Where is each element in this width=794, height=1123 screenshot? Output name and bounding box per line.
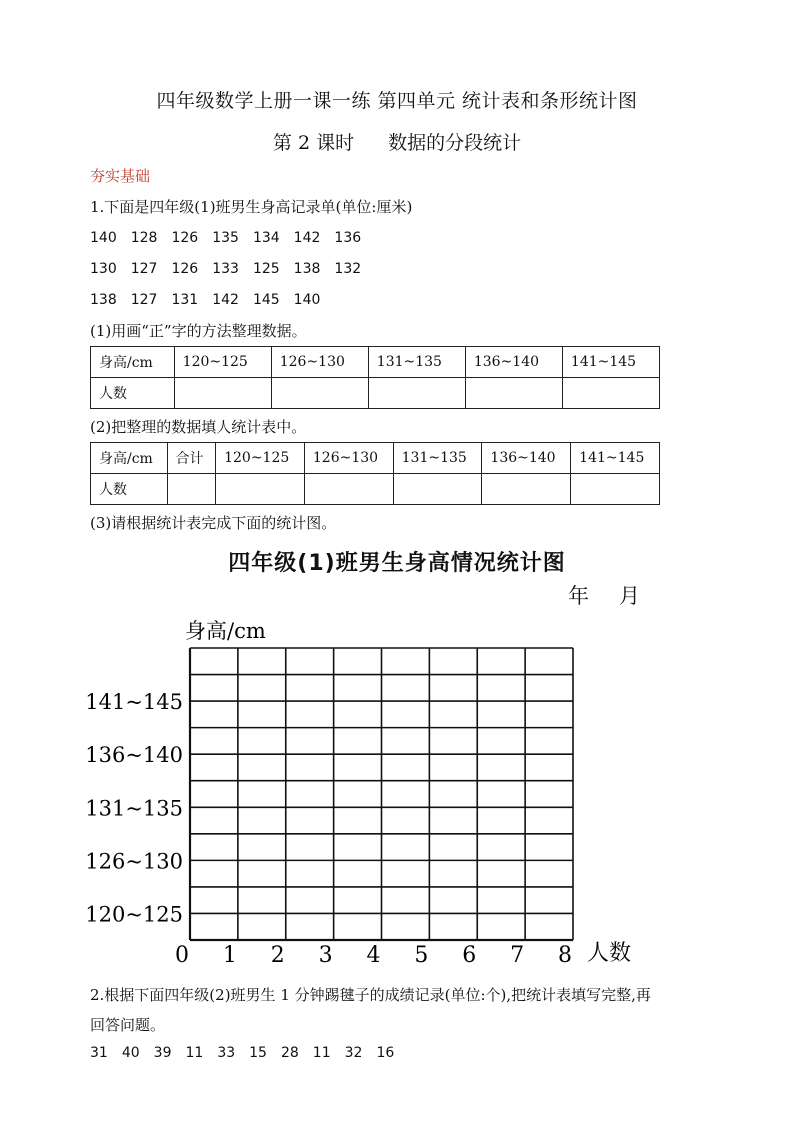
answer-cell[interactable] bbox=[465, 378, 562, 409]
record-value: 40 bbox=[121, 1045, 140, 1061]
record-value: 125 bbox=[252, 261, 280, 277]
record-value: 31 bbox=[90, 1045, 108, 1061]
answer-cell[interactable] bbox=[271, 378, 368, 409]
tally-table bbox=[90, 346, 660, 409]
record-value: 39 bbox=[153, 1045, 172, 1061]
y-axis-label: 身高/cm bbox=[185, 619, 266, 643]
record-value: 11 bbox=[185, 1045, 204, 1061]
answer-cell[interactable] bbox=[368, 378, 465, 409]
height-record-row-1 bbox=[90, 230, 375, 246]
month-label: 月 bbox=[619, 584, 640, 608]
answer-cell[interactable] bbox=[174, 378, 271, 409]
record-value: 126 bbox=[171, 261, 199, 277]
y-tick-label: 120~125 bbox=[85, 902, 183, 927]
table-header-cell: 131~135 bbox=[393, 443, 482, 474]
section-label: 夯实基础 bbox=[90, 167, 151, 185]
x-tick-label: 0 bbox=[175, 943, 189, 968]
kick-score-record bbox=[90, 1045, 408, 1061]
question-2-prompt-line-2: 回答问题。 bbox=[90, 1016, 166, 1034]
y-tick-label: 141~145 bbox=[85, 690, 183, 715]
x-tick-label: 3 bbox=[318, 943, 333, 968]
answer-cell[interactable] bbox=[304, 474, 393, 505]
answer-cell[interactable] bbox=[482, 474, 571, 505]
question-1-part-2: (2)把整理的数据填人统计表中。 bbox=[90, 418, 307, 436]
record-value: 142 bbox=[293, 230, 321, 246]
x-tick-label: 7 bbox=[510, 943, 525, 968]
table-row-label: 人数 bbox=[91, 378, 175, 409]
statistics-table-count-row bbox=[91, 474, 660, 505]
record-value: 15 bbox=[249, 1045, 267, 1061]
table-header-cell: 136~140 bbox=[482, 443, 571, 474]
table-row-label: 人数 bbox=[91, 474, 168, 505]
record-value: 145 bbox=[252, 292, 280, 308]
record-value: 134 bbox=[252, 230, 280, 246]
table-header-cell: 身高/cm bbox=[91, 347, 175, 378]
question-1-prompt: 1.下面是四年级(1)班男生身高记录单(单位:厘米) bbox=[90, 198, 413, 216]
table-header-cell: 120~125 bbox=[174, 347, 271, 378]
record-value: 142 bbox=[212, 292, 239, 308]
x-tick-label: 2 bbox=[270, 943, 285, 968]
record-value: 132 bbox=[334, 261, 362, 277]
record-value: 126 bbox=[171, 230, 199, 246]
record-value: 33 bbox=[217, 1045, 236, 1061]
record-value: 133 bbox=[212, 261, 239, 277]
record-value: 130 bbox=[90, 261, 117, 277]
tally-table-count-row bbox=[91, 378, 660, 409]
statistics-table bbox=[90, 442, 660, 505]
height-bar-chart bbox=[0, 600, 794, 970]
lesson-number: 第 2 课时 bbox=[272, 132, 355, 154]
table-header-cell: 136~140 bbox=[465, 347, 562, 378]
answer-cell[interactable] bbox=[216, 474, 305, 505]
record-value: 140 bbox=[90, 230, 117, 246]
table-header-cell: 141~145 bbox=[571, 443, 660, 474]
record-value: 138 bbox=[293, 261, 321, 277]
record-value: 138 bbox=[90, 292, 117, 308]
x-tick-label: 8 bbox=[558, 943, 572, 968]
table-header-cell: 120~125 bbox=[216, 443, 305, 474]
x-tick-label: 1 bbox=[222, 943, 237, 968]
record-value: 140 bbox=[293, 292, 321, 308]
year-label: 年 bbox=[568, 584, 589, 608]
x-tick-label: 4 bbox=[366, 943, 381, 968]
lesson-title bbox=[0, 128, 794, 155]
record-value: 127 bbox=[130, 292, 158, 308]
table-header-cell: 126~130 bbox=[304, 443, 393, 474]
record-value: 11 bbox=[312, 1045, 331, 1061]
height-record-row-3 bbox=[90, 292, 334, 308]
tally-table-header-row bbox=[91, 347, 660, 378]
x-tick-label: 5 bbox=[414, 943, 429, 968]
question-1-part-3: (3)请根据统计表完成下面的统计图。 bbox=[90, 514, 337, 532]
table-header-cell: 合计 bbox=[167, 443, 216, 474]
table-header-cell: 141~145 bbox=[562, 347, 659, 378]
x-tick-label: 6 bbox=[462, 943, 477, 968]
y-tick-label: 131~135 bbox=[85, 796, 183, 821]
answer-cell[interactable] bbox=[562, 378, 659, 409]
record-value: 135 bbox=[212, 230, 239, 246]
record-value: 128 bbox=[130, 230, 158, 246]
record-value: 32 bbox=[344, 1045, 363, 1061]
y-tick-label: 136~140 bbox=[85, 743, 183, 768]
table-header-cell: 131~135 bbox=[368, 347, 465, 378]
statistics-table-header-row bbox=[91, 443, 660, 474]
x-axis-label: 人数 bbox=[587, 941, 632, 966]
answer-cell[interactable] bbox=[393, 474, 482, 505]
height-record-row-2 bbox=[90, 261, 375, 277]
record-value: 127 bbox=[130, 261, 158, 277]
chart-title: 四年级(1)班男生身高情况统计图 bbox=[228, 551, 566, 576]
record-value: 131 bbox=[171, 292, 199, 308]
record-value: 16 bbox=[376, 1045, 395, 1061]
table-header-cell: 身高/cm bbox=[91, 443, 168, 474]
question-1-part-1: (1)用画“正”字的方法整理数据。 bbox=[90, 322, 307, 340]
answer-cell[interactable] bbox=[571, 474, 660, 505]
record-value: 28 bbox=[280, 1045, 299, 1061]
table-header-cell: 126~130 bbox=[271, 347, 368, 378]
y-tick-label: 126~130 bbox=[85, 849, 183, 874]
lesson-name: 数据的分段统计 bbox=[388, 132, 522, 154]
answer-cell[interactable] bbox=[167, 474, 216, 505]
document-title: 四年级数学上册一课一练 第四单元 统计表和条形统计图 bbox=[156, 90, 638, 112]
record-value: 136 bbox=[334, 230, 362, 246]
question-2-prompt-line-1: 2.根据下面四年级(2)班男生 1 分钟踢毽子的成绩记录(单位:个),把统计表填写完整,再 bbox=[90, 986, 651, 1004]
